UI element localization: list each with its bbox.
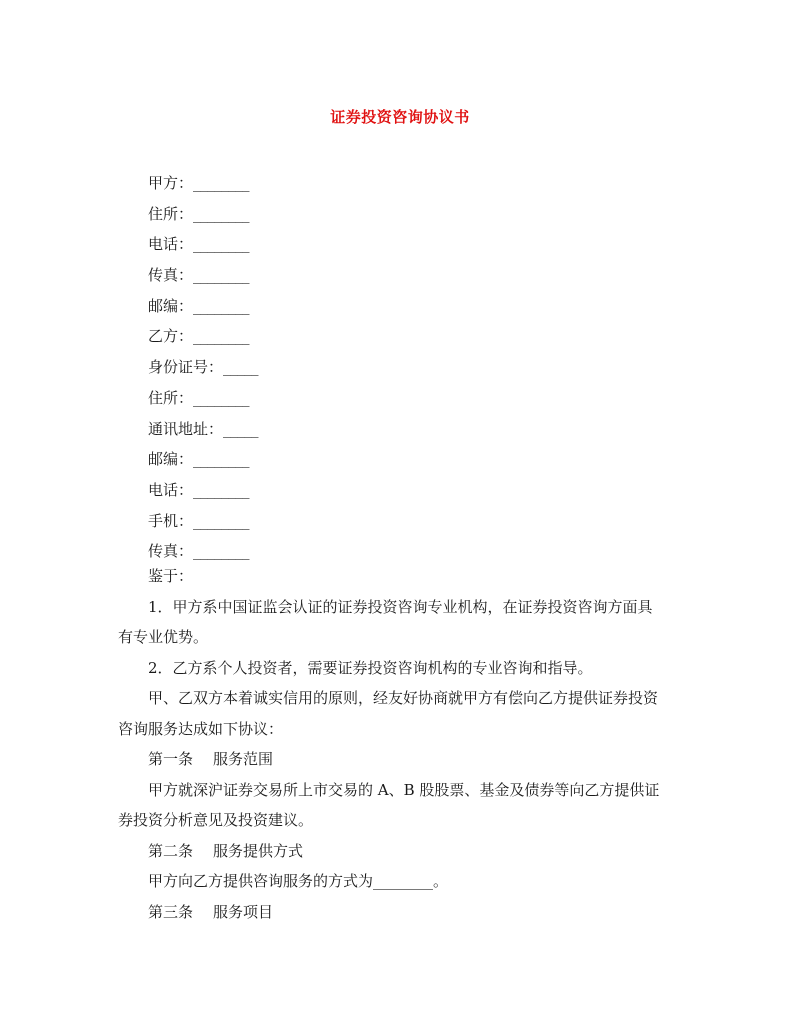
recital-2: 2．乙方系个人投资者，需要证券投资咨询机构的专业咨询和指导。 xyxy=(148,658,593,677)
field-blank: ________ xyxy=(193,266,250,285)
article-number: 第二条 xyxy=(148,841,194,860)
article-3-heading xyxy=(118,897,648,928)
article-number: 第三条 xyxy=(148,902,194,921)
field-label: 邮编： xyxy=(148,296,194,315)
field-party-a-address xyxy=(148,199,258,230)
field-blank: ________ xyxy=(193,327,250,346)
field-party-a xyxy=(148,168,258,199)
agreement-intro-line-1: 甲、乙双方本着诚实信用的原则，经友好协商就甲方有偿向乙方提供证券投资 xyxy=(148,689,659,707)
field-party-a-phone xyxy=(148,229,258,260)
field-label: 邮编： xyxy=(148,450,194,469)
field-blank: ________ xyxy=(193,450,250,469)
field-party-b-address xyxy=(148,383,258,414)
field-label: 电话： xyxy=(148,235,194,254)
field-label: 手机： xyxy=(148,511,194,530)
article-2-heading xyxy=(118,836,648,867)
field-label: 传真： xyxy=(148,266,194,285)
whereas-heading: 鉴于： xyxy=(148,567,194,585)
article-title: 服务提供方式 xyxy=(213,841,304,860)
field-blank: ________ xyxy=(193,480,250,499)
article-2-text: 甲方向乙方提供咨询服务的方式为________。 xyxy=(148,872,449,890)
field-blank: _____ xyxy=(223,358,259,377)
agreement-intro-line-2: 咨询服务达成如下协议： xyxy=(118,719,284,738)
field-label: 传真： xyxy=(148,542,194,561)
article-title: 服务范围 xyxy=(213,750,274,768)
field-party-b-mailing-address xyxy=(148,414,258,445)
field-blank: ________ xyxy=(193,235,250,254)
field-blank: ________ xyxy=(193,542,250,561)
recital-1-line-2: 有专业优势。 xyxy=(118,628,209,646)
document-title: 证券投资咨询协议书 xyxy=(330,108,470,126)
party-info-fields xyxy=(148,168,258,567)
field-label: 住所： xyxy=(148,388,194,407)
article-1-text-line-2: 券投资分析意见及投资建议。 xyxy=(118,811,314,829)
article-1-heading xyxy=(118,744,648,775)
field-party-a-fax xyxy=(148,260,258,291)
field-blank: ________ xyxy=(193,204,250,223)
article-title: 服务项目 xyxy=(213,902,274,921)
article-number: 第一条 xyxy=(148,750,194,768)
field-party-b xyxy=(148,321,258,352)
field-label: 通讯地址： xyxy=(148,419,224,438)
field-party-b-phone xyxy=(148,475,258,506)
field-party-b-mobile xyxy=(148,506,258,537)
field-label: 甲方： xyxy=(148,174,194,192)
field-party-b-postcode xyxy=(148,444,258,475)
field-label: 住所： xyxy=(148,204,194,223)
field-label: 身份证号： xyxy=(148,358,224,377)
field-label: 乙方： xyxy=(148,327,194,346)
field-blank: ________ xyxy=(193,296,250,315)
field-label: 电话： xyxy=(148,480,194,499)
agreement-body xyxy=(118,561,660,927)
field-blank: ________ xyxy=(193,388,250,407)
article-1-text-line-1: 甲方就深沪证券交易所上市交易的 A、B 股股票、基金及债券等向乙方提供证 xyxy=(148,780,660,799)
field-blank: ________ xyxy=(193,511,250,530)
field-blank: ________ xyxy=(193,174,250,192)
field-blank: _____ xyxy=(223,419,259,438)
field-party-a-postcode xyxy=(148,291,258,322)
field-party-b-id-number xyxy=(148,352,258,383)
recital-1-line-1: 1．甲方系中国证监会认证的证券投资咨询专业机构，在证券投资咨询方面具 xyxy=(148,597,653,616)
